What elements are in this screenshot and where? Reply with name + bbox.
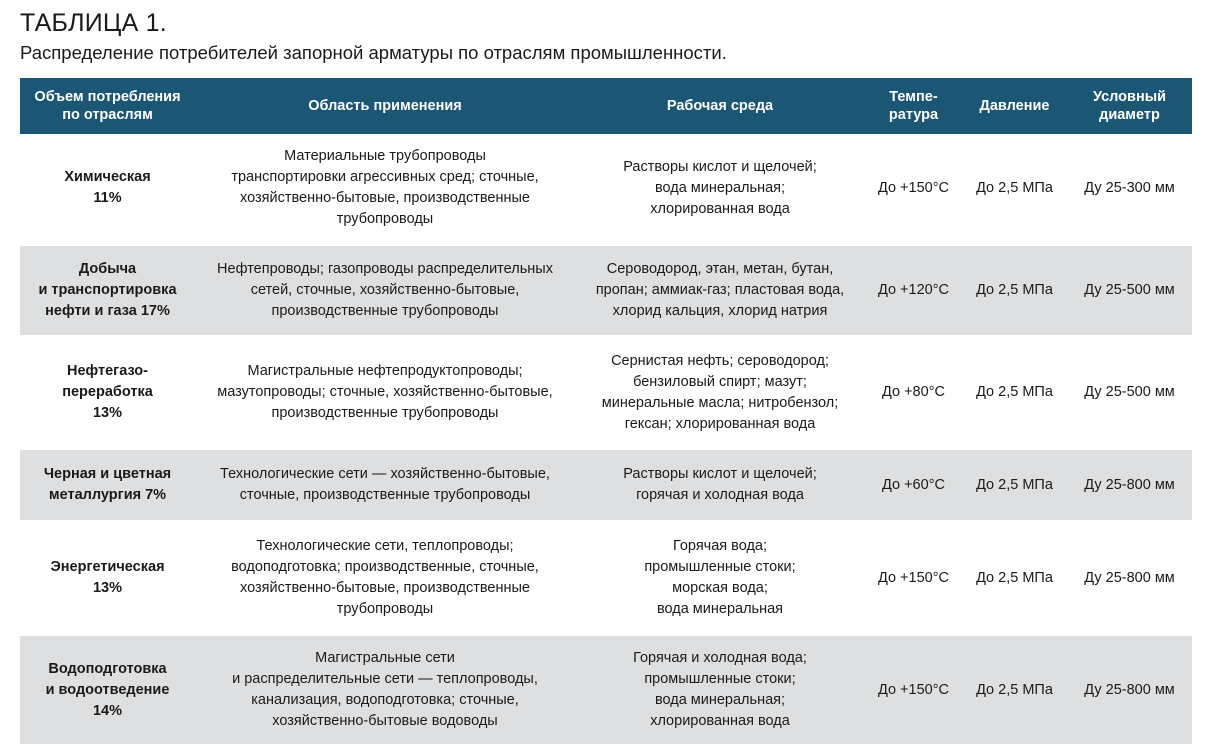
header-diameter-line: Условный xyxy=(1092,89,1167,105)
branch-line: и транспортировка xyxy=(38,282,177,298)
temp-cell: До +150°С xyxy=(865,524,962,632)
area-line: водоподготовка; производственные, сточные, xyxy=(231,559,539,575)
area-line: мазутопроводы; сточные, хозяйственно-бытовые, xyxy=(217,384,553,400)
header-diameter xyxy=(1067,78,1192,134)
pressure-cell: До 2,5 МПа xyxy=(962,450,1067,520)
area-line: хозяйственно-бытовые, производственные xyxy=(240,190,530,206)
medium-cell xyxy=(575,450,865,520)
branch-line: Водоподготовка xyxy=(48,660,167,677)
table-row xyxy=(20,134,1192,242)
medium-cell xyxy=(575,524,865,632)
header-branch-line: по отраслям xyxy=(62,107,153,123)
medium-cell xyxy=(575,134,865,242)
area-line: Магистральные нефтепродуктопроводы; xyxy=(247,363,523,379)
medium-line: промышленные стоки; xyxy=(644,559,796,575)
header-area: Область применения xyxy=(195,78,575,134)
branch-line: и водоотведение xyxy=(45,681,170,698)
table-title: ТАБЛИЦА 1. xyxy=(20,9,167,37)
medium-line: вода минеральная; xyxy=(654,692,786,708)
area-line: канализация, водоподготовка; сточные, xyxy=(251,692,519,708)
medium-line: Сернистая нефть; сероводород; xyxy=(611,352,829,369)
medium-line: Растворы кислот и щелочей; xyxy=(623,466,817,482)
area-line: хозяйственно-бытовые, производственные xyxy=(240,580,530,596)
area-line: Технологические сети, теплопроводы; xyxy=(256,538,514,554)
table-row xyxy=(20,450,1192,520)
branch-line: 11% xyxy=(93,190,122,206)
temp-cell: До +120°С xyxy=(865,246,962,335)
header-branch-line: Объем потребления xyxy=(34,89,181,105)
table-row xyxy=(20,636,1192,744)
temp-cell: До +150°С xyxy=(865,134,962,242)
branch-line: Добыча xyxy=(78,261,137,277)
temp-cell: До +60°С xyxy=(865,450,962,520)
area-line: Магистральные сети xyxy=(315,650,455,666)
area-cell xyxy=(195,450,575,520)
area-line: Материальные трубопроводы xyxy=(284,148,486,164)
medium-line: Сероводород, этан, метан, бутан, xyxy=(606,261,834,277)
branch-cell xyxy=(20,636,195,744)
area-line: хозяйственно-бытовые водоводы xyxy=(272,713,498,729)
medium-line: хлорированная вода xyxy=(650,713,790,729)
pressure-cell: До 2,5 МПа xyxy=(962,636,1067,744)
branch-cell xyxy=(20,246,195,335)
area-line: трубопроводы xyxy=(336,211,434,227)
area-cell xyxy=(195,246,575,335)
medium-line: морская вода; xyxy=(672,580,768,596)
table-row xyxy=(20,339,1192,446)
temp-cell: До +80°С xyxy=(865,339,962,446)
table-subtitle: Распределение потребителей запорной арматуры по отраслям промышленности. xyxy=(20,42,727,63)
branch-cell xyxy=(20,339,195,446)
branch-line: Черная и цветная xyxy=(43,466,172,482)
header-branch xyxy=(20,78,195,134)
pressure-cell: До 2,5 МПа xyxy=(962,524,1067,632)
branch-line: переработка xyxy=(62,384,153,400)
diameter-cell: Ду 25-500 мм xyxy=(1067,339,1192,446)
area-line: и распределительные сети — теплопроводы, xyxy=(232,671,538,687)
medium-line: вода минеральная xyxy=(656,601,784,617)
header-temp xyxy=(865,78,962,134)
medium-cell xyxy=(575,339,865,446)
branch-line: Энергетическая xyxy=(50,559,165,575)
area-line: производственные трубопроводы xyxy=(271,405,499,421)
branch-cell xyxy=(20,524,195,632)
pressure-cell: До 2,5 МПа xyxy=(962,246,1067,335)
area-line: трубопроводы xyxy=(336,601,434,617)
area-line: сточные, производственные трубопроводы xyxy=(239,487,531,503)
branch-line: нефти и газа 17% xyxy=(45,303,170,319)
branch-line: металлургия 7% xyxy=(48,487,167,503)
medium-line: вода минеральная; xyxy=(654,179,786,196)
area-cell xyxy=(195,339,575,446)
header-row xyxy=(20,78,1192,134)
area-cell xyxy=(195,636,575,744)
medium-line: Горячая вода; xyxy=(672,538,768,554)
medium-cell xyxy=(575,246,865,335)
medium-line: бензиловый спирт; мазут; xyxy=(633,373,807,390)
area-line: производственные трубопроводы xyxy=(271,303,499,319)
area-line: Технологические сети — хозяйственно-бытовые, xyxy=(220,466,550,482)
area-line: Нефтепроводы; газопроводы распределительных xyxy=(217,261,553,277)
medium-line: промышленные стоки; xyxy=(644,671,796,687)
diameter-cell: Ду 25-800 мм xyxy=(1067,524,1192,632)
medium-line: горячая и холодная вода xyxy=(636,487,804,503)
branch-line: 14% xyxy=(92,702,123,719)
area-line: транспортировки агрессивных сред; сточные, xyxy=(231,169,539,185)
header-diameter-line: диаметр xyxy=(1099,107,1160,123)
table-row xyxy=(20,246,1192,335)
medium-line: пропан; аммиак-газ; пластовая вода, xyxy=(595,282,845,298)
branch-line: 13% xyxy=(92,405,123,421)
medium-line: Горячая и холодная вода; xyxy=(633,650,807,666)
header-pressure: Давление xyxy=(962,78,1067,134)
branch-line: 13% xyxy=(92,580,123,596)
medium-line: хлорированная вода xyxy=(650,200,790,217)
area-line: сетей, сточные, хозяйственно-бытовые, xyxy=(250,282,520,298)
industry-table xyxy=(20,78,1192,744)
header-temp-line: ратура xyxy=(888,107,939,123)
medium-cell xyxy=(575,636,865,744)
pressure-cell: До 2,5 МПа xyxy=(962,339,1067,446)
header-temp-line: Темпе- xyxy=(889,89,938,105)
diameter-cell: Ду 25-800 мм xyxy=(1067,636,1192,744)
header-medium: Рабочая среда xyxy=(575,78,865,134)
medium-line: гексан; хлорированная вода xyxy=(624,415,816,432)
medium-line: минеральные масла; нитробензол; xyxy=(601,394,839,411)
table-row xyxy=(20,524,1192,632)
branch-cell xyxy=(20,450,195,520)
branch-line: Нефтегазо- xyxy=(66,363,148,379)
pressure-cell: До 2,5 МПа xyxy=(962,134,1067,242)
medium-line: хлорид кальция, хлорид натрия xyxy=(612,303,828,319)
branch-cell xyxy=(20,134,195,242)
diameter-cell: Ду 25-500 мм xyxy=(1067,246,1192,335)
temp-cell: До +150°С xyxy=(865,636,962,744)
diameter-cell: Ду 25-800 мм xyxy=(1067,450,1192,520)
area-cell xyxy=(195,524,575,632)
area-cell xyxy=(195,134,575,242)
diameter-cell: Ду 25-300 мм xyxy=(1067,134,1192,242)
branch-line: Химическая xyxy=(64,169,151,185)
medium-line: Растворы кислот и щелочей; xyxy=(623,158,817,175)
